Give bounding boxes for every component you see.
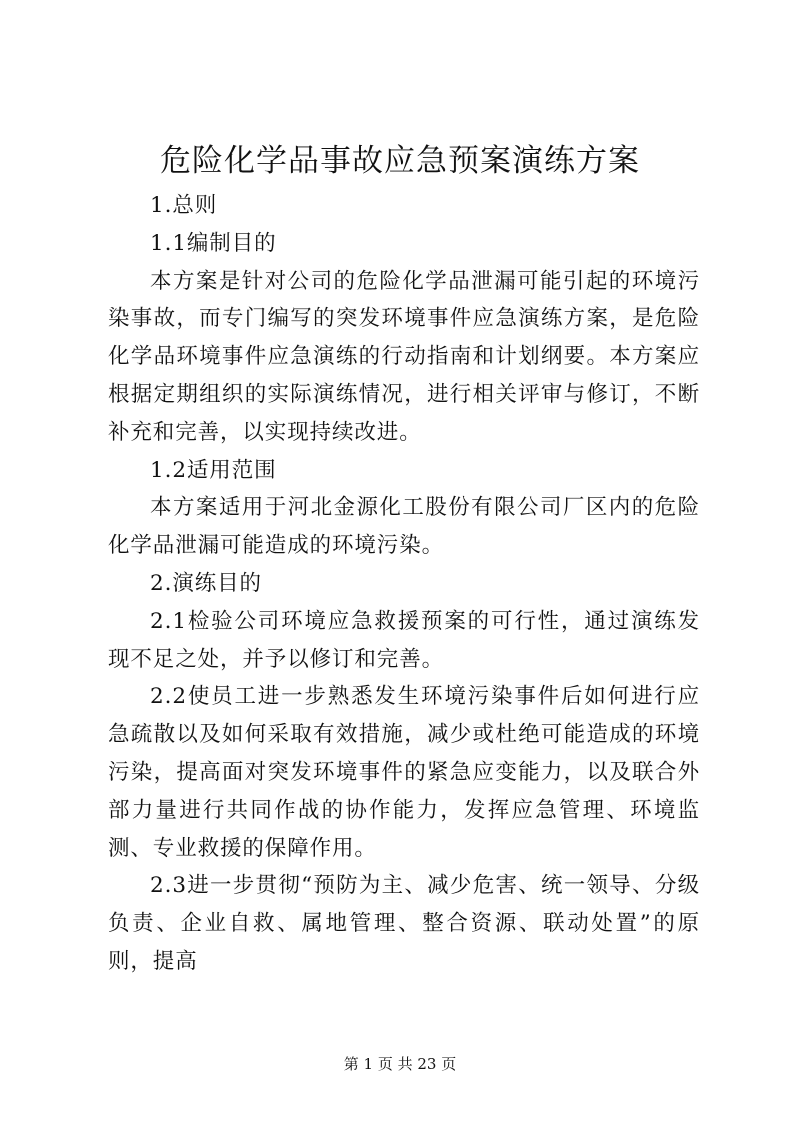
paragraph-objective-2-2: 2.2使员工进一步熟悉发生环境污染事件后如何进行应急疏散以及如何采取有效措施，减少或杜绝可能造成的环境污染，提高面对突发环境事件的紧急应变能力，以及联合外部力量进行共同作战的协作能力，发挥应急管理、环境监测、专业救援的保障作用。: [108, 684, 700, 861]
document-body: [108, 187, 700, 981]
page-number-footer: 第 1 页 共 23 页: [343, 1055, 457, 1073]
section-heading-general: 1.总则: [150, 193, 218, 218]
section-heading-drill-objectives: 2.演练目的: [150, 570, 262, 596]
paragraph-scope: 本方案适用于河北金源化工股份有限公司厂区内的危险化学品泄漏可能造成的环境污染。: [108, 495, 700, 559]
subsection-heading-scope: 1.2适用范围: [150, 457, 277, 483]
subsection-heading-purpose: 1.1编制目的: [150, 230, 277, 256]
paragraph-objective-2-3: 2.3进一步贯彻“预防为主、减少危害、统一领导、分级负责、企业自救、属地管理、整合资源、联动处置”的原则，提高: [108, 873, 700, 974]
paragraph-objective-2-1: 2.1检验公司环境应急救援预案的可行性，通过演练发现不足之处，并予以修订和完善。: [108, 608, 700, 672]
paragraph-purpose: 本方案是针对公司的危险化学品泄漏可能引起的环境污染事故，而专门编写的突发环境事件应急演练方案，是危险化学品环境事件应急演练的行动指南和计划纲要。本方案应根据定期组织的实际演练情况，进行相关评审与修订，不断补充和完善，以实现持续改进。: [108, 268, 700, 445]
document-title: 危险化学品事故应急预案演练方案: [160, 143, 640, 179]
